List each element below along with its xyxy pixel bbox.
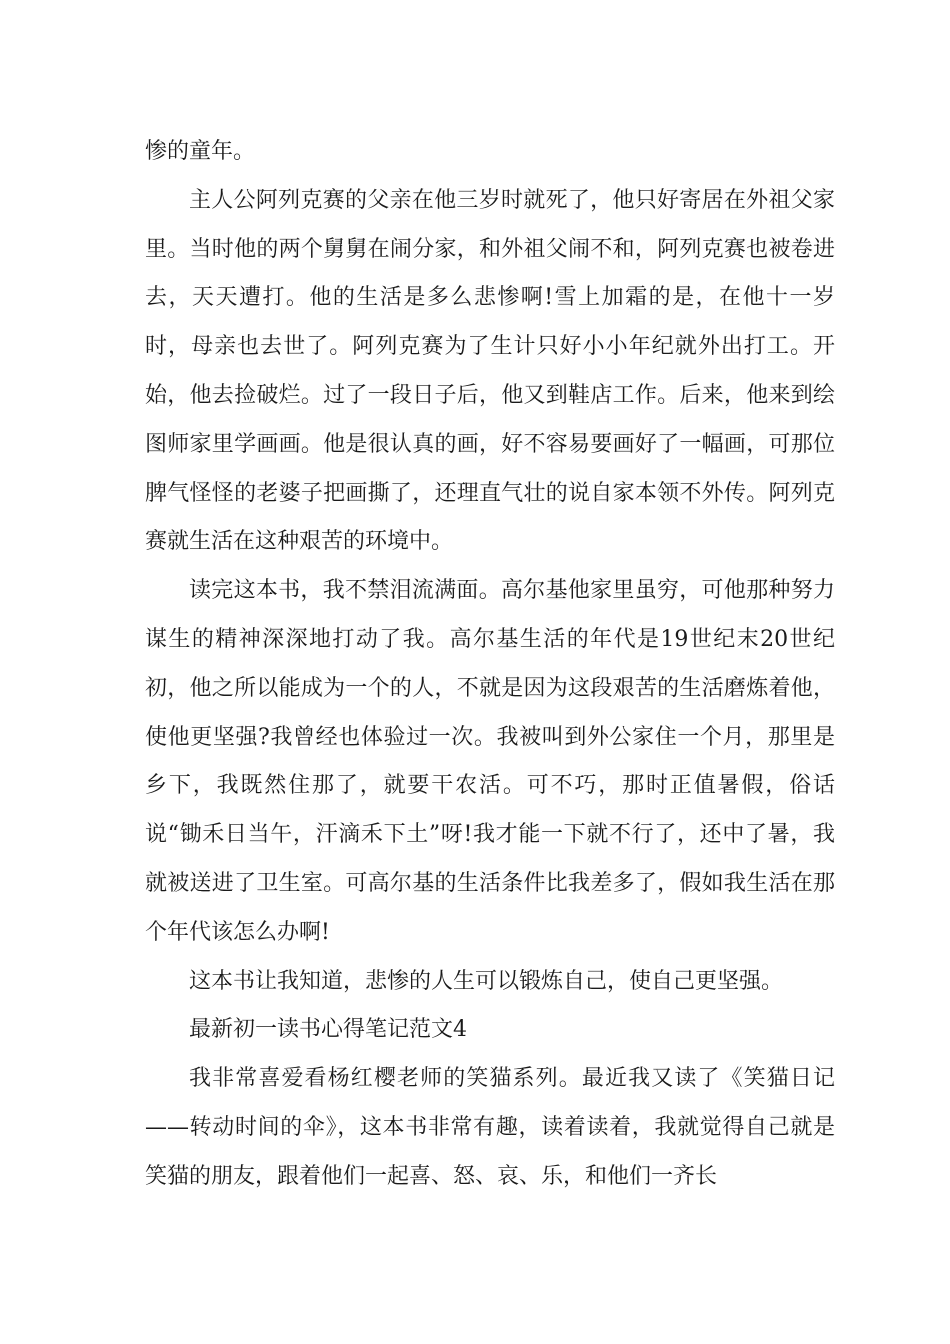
paragraph-2: 主人公阿列克赛的父亲在他三岁时就死了，他只好寄居在外祖父家里。当时他的两个舅舅在闹分家，和外祖父闹不和，阿列克赛也被卷进去，天天遭打。他的生活是多么悲惨啊!雪上加霜的是，在他十一岁时，母亲也去世了。阿列克赛为了生计只好小小年纪就外出打工。开始，他去捡破烂。过了一段日子后，他又到鞋店工作。后来，他来到绘图师家里学画画。他是很认真的画，好不容易要画好了一幅画，可那位脾气怪怪的老婆子把画撕了，还理直气壮的说自家本领不外传。阿列克赛就生活在这种艰苦的环境中。 [145, 187, 835, 555]
document-body [145, 128, 835, 1202]
paragraph-4: 这本书让我知道，悲惨的人生可以锻炼自己，使自己更坚强。 [189, 968, 784, 994]
paragraph-1: 惨的童年。 [145, 139, 256, 164]
paragraph-3: 读完这本书，我不禁泪流满面。高尔基他家里虽穷，可他那种努力谋生的精神深深地打动了我。高尔基生活的年代是19世纪末20世纪初，他之所以能成为一个的人，不就是因为这段艰苦的生活磨炼着他，使他更坚强?我曾经也体验过一次。我被叫到外公家住一个月，那里是乡下，我既然住那了，就要干农活。可不巧，那时正值暑假，俗话说“锄禾日当午，汗滴禾下土”呀!我才能一下就不行了，还中了暑，我就被送进了卫生室。可高尔基的生活条件比我差多了，假如我生活在那个年代该怎么办啊! [145, 578, 835, 945]
section-heading: 最新初一读书心得笔记范文4 [189, 1017, 467, 1043]
paragraph-5: 我非常喜爱看杨红樱老师的笑猫系列。最近我又读了《笑猫日记——转动时间的伞》，这本书非常有趣，读着读着，我就觉得自己就是笑猫的朋友，跟着他们一起喜、怒、哀、乐，和他们一齐长 [145, 1066, 835, 1189]
